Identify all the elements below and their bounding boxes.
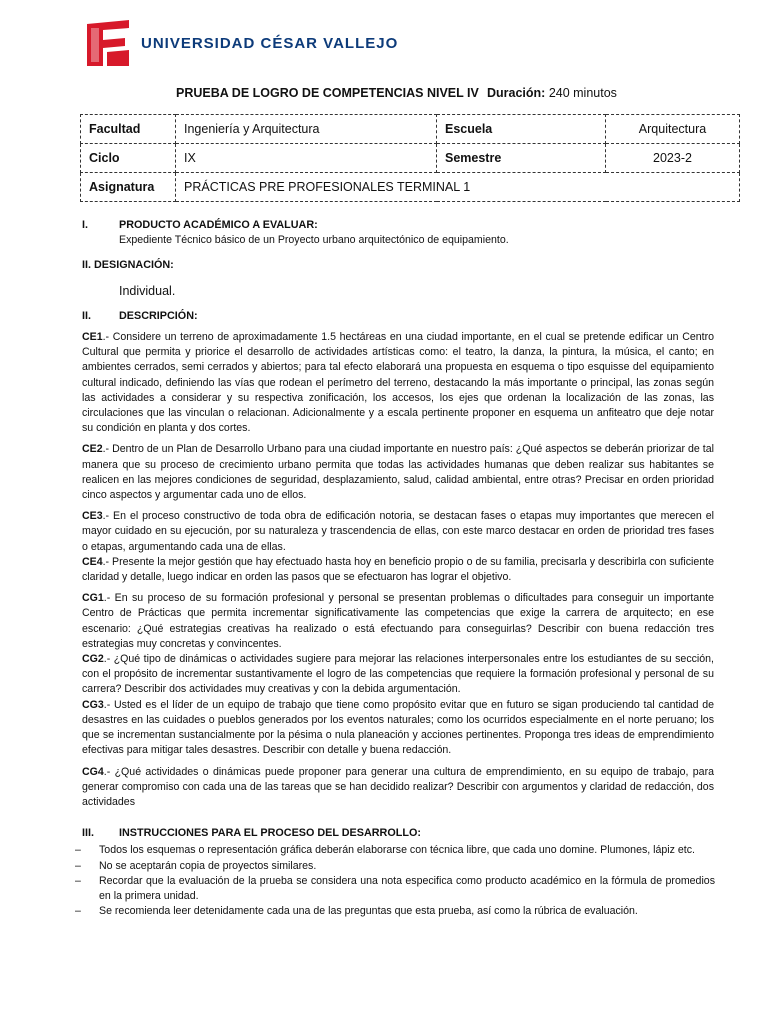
question-code: CG4 [82,765,104,778]
question-code: CE1 [82,331,103,344]
designation-value: Individual. [119,283,176,298]
question-item [82,652,714,698]
list-item-text: Recordar que la evaluación de la prueba se considera una nota especifica como producto académico en la fórmula de promedios en la primera unidad. [99,874,715,902]
section-heading [82,826,714,841]
question-item [82,442,714,503]
question-item [82,591,714,652]
list-item-text: Todos los esquemas o representación gráfica deberán elaborarse con técnica libre, que cada uno domine. Plumones, lápiz etc. [99,844,695,857]
question-code: CG1 [82,592,104,605]
list-item: – Todos los esquemas o representación gráfica deberán elaborarse con técnica libre, que cada uno domine. Plumones, lápiz etc. [75,843,715,858]
semestre-label: Semestre [437,144,606,173]
question-text: .- Presente la mejor gestión que hay efectuado hasta hoy en beneficio propio o de su familia, precisarla y describirla con suficiente claridad y detalle, luego indicar en orden las pasos que se efectuaron has lograr el objetivo. [82,555,714,584]
section-heading [82,218,714,233]
escuela-label: Escuela [437,115,606,144]
list-item-text: Se recomienda leer detenidamente cada una de las preguntas que esta prueba, así como la rúbrica de evaluación. [99,905,638,918]
question-code: CG3 [82,698,104,711]
ciclo-value: IX [176,144,437,173]
instructions-list [75,843,715,919]
table-row [81,173,740,202]
ciclo-label: Ciclo [81,144,176,173]
duration [487,86,617,100]
duration-value: 240 minutos [545,86,617,100]
section-heading: II. DESIGNACIÓN: [82,259,174,272]
question-text: .- ¿Qué tipo de dinámicas o actividades sugiere para mejorar las relaciones interpersonales entre los estudiantes de su sección, con el propósito de incrementar sustantivamente el logro de las competencias que requiere la formación profesional y personal de su carrera? Describir dos actividades muy creativas y con la debida argumentación. [82,653,714,696]
table-row [81,144,740,173]
section-title: PRODUCTO ACADÉMICO A EVALUAR: [119,219,318,231]
section-title: DESCRIPCIÓN: [119,309,198,322]
section-heading [82,309,714,324]
question-text: .- ¿Qué actividades o dinámicas puede proponer para generar una cultura de emprendimiento, en su equipo de trabajo, para generar compromiso con cada una de las tareas que se han decidido realizar? Describir con argumentos y claridad de redacción, dos actividades [82,765,714,808]
question-code: CE3 [82,510,103,523]
section-text: Expediente Técnico básico de un Proyecto urbano arquitectónico de equipamiento. [119,234,509,247]
list-item: – No se aceptarán copia de proyectos similares. [75,859,715,874]
question-text: .- Usted es el líder de un equipo de trabajo que tiene como propósito evitar que en futuro se sigan produciendo tal cantidad de desastres en las cuidades o pueblos generados por los eventos naturales; como los ocurridos especialmente en el norte peruano; los que se incrementan sustancialmente por la pésima o nula planeación y acciones pertinentes. Proponga tres ideas de emprendimiento efectivas para mitigar tales desastres. Describir con detalle y buena redacción. [82,698,714,757]
course-info-table [80,114,740,202]
university-logo [85,18,398,68]
section-number: I. [82,219,88,231]
question-text: .- Dentro de un Plan de Desarrollo Urbano para una ciudad importante en nuestro país: ¿Qué aspectos se deberán priorizar de tal manera que su proceso de crecimiento urbano permita que todas las actividades humanas que deben realizar sus habitantes se realicen en las mejores condiciones de seguridad, desplazamiento, salud, calidad ambiental, entre otras? Precisar en orden prioridad cinco aspectos y argumentar cada uno de ellos. [82,443,714,502]
question-item [82,555,714,585]
logo-text: UNIVERSIDAD CÉSAR VALLEJO [141,34,399,52]
exam-title: PRUEBA DE LOGRO DE COMPETENCIAS NIVEL IV [176,86,479,100]
section-number: III. [82,827,94,840]
question-item [82,698,714,759]
question-text: .- En el proceso constructivo de toda obra de edificación notoria, se destacan fases o etapas muy importantes que merecen el mayor cuidado en su ejecución, por su naturaleza y trascendencia de ellas, con este marco destacar en orden de prioridad tres fases o etapas, argumentando cada una de ellas. [82,510,714,553]
escuela-value: Arquitectura [606,115,740,144]
question-text: .- Considere un terreno de aproximadamente 1.5 hectáreas en una ciudad importante, en el cual se pretende edificar un Centro Cultural que permita y priorice el desarrollo de actividades artísticas como: el teatro, la danza, la pintura, la música, el canto; en ambientes cerrados, semi cerrados y abiertos; para tal efecto elaborará una propuesta en esquema o tipo esquisse del equipamiento cultural indicado, definiendo las vías que rodean el perímetro del terreno, destacando la más importante o principal, las zonas según las actividades a considerar y su respectiva zonificación, los accesos, los ejes que ordenan la localización de las zonas, las circulaciones que las vinculan o relacionan. Adicionalmente y a escala pertinente proponer en esquema un anfiteatro que deje notar su condición en planta y dos cortes. [82,331,714,435]
question-code: CE2 [82,443,103,456]
asignatura-label: Asignatura [81,173,176,202]
question-item [82,765,714,811]
facultad-label: Facultad [81,115,176,144]
list-item-text: No se aceptarán copia de proyectos similares. [99,859,317,872]
facultad-value: Ingeniería y Arquitectura [176,115,437,144]
list-item: – Se recomienda leer detenidamente cada una de las preguntas que esta prueba, así como la rúbrica de evaluación. [75,904,715,919]
question-code: CE4 [82,555,103,568]
semestre-value: 2023-2 [606,144,740,173]
document-body [75,218,715,919]
ucv-shield-icon [85,18,131,68]
section-number: II. [82,309,91,322]
duration-label: Duración: [487,86,546,100]
asignatura-value: PRÁCTICAS PRE PROFESIONALES TERMINAL 1 [176,173,740,202]
section-title: INSTRUCCIONES PARA EL PROCESO DEL DESARROLLO: [119,827,421,840]
question-text: .- En su proceso de su formación profesional y personal se presentan problemas o dificultades para conseguir un importante Centro de Prácticas que permita incrementar significativamente las competencias que exige la carrera de arquitecto; en ese escenario: ¿Qué estrategias creativas ha realizado o está efectuando para conseguirlas? Describir con buena redacción tres estrategias muy concretas y convincentes. [82,592,714,650]
list-item: – Recordar que la evaluación de la prueba se considera una nota especifica como producto académico en la fórmula de promedios en la primera unidad. [75,874,715,904]
table-row [81,115,740,144]
question-item [82,330,714,436]
question-item [82,509,714,555]
question-code: CG2 [82,653,104,666]
